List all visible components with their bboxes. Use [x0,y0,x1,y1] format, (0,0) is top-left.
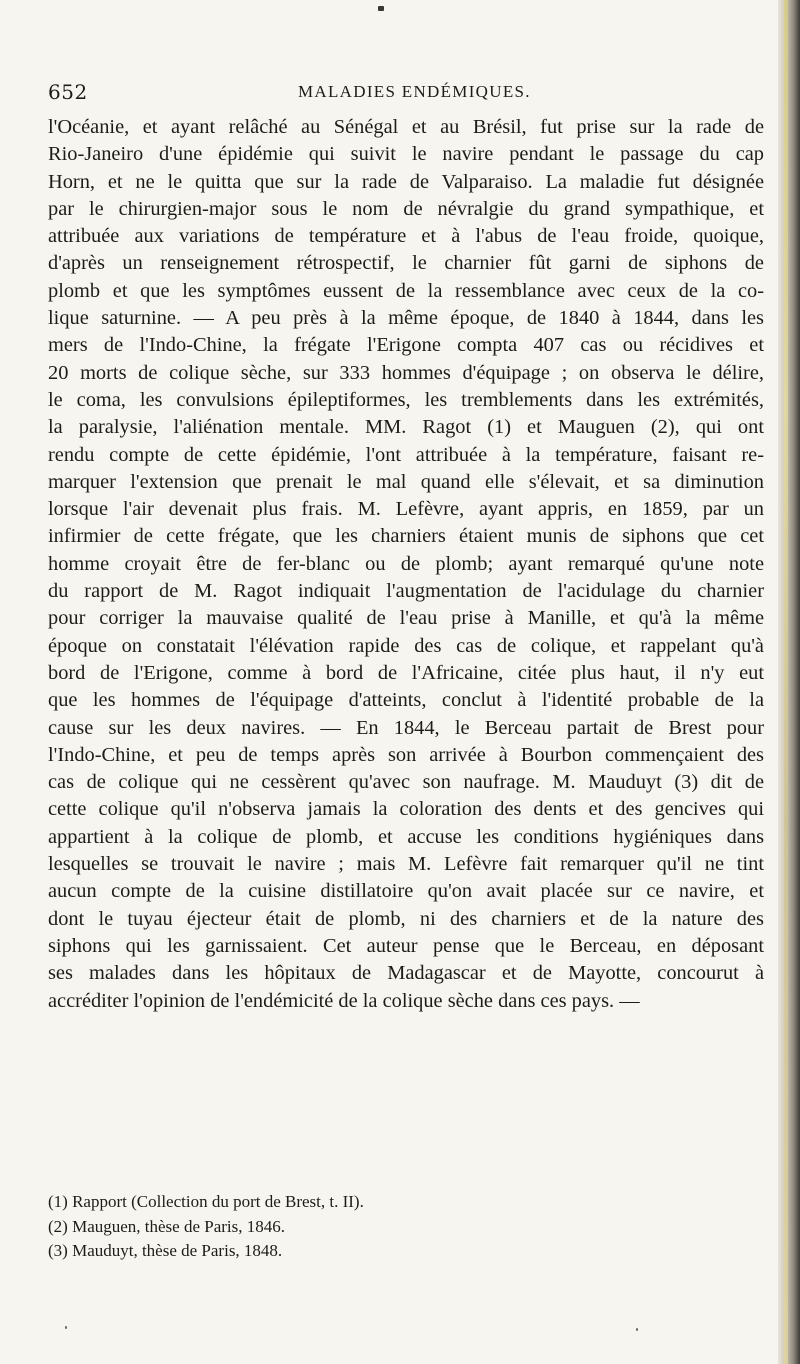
text-line: lorsque l'air devenait plus frais. M. Lefèvre, ayant appris, en 1859, par un [48,498,764,521]
text-line: d'après un renseignement rétrospectif, le charnier fût garni de siphons de [48,252,764,275]
text-line: que les hommes de l'équipage d'atteints, conclut à l'identité probable de la [48,689,764,712]
body-text [48,114,764,1015]
text-line: accréditer l'opinion de l'endémicité de la colique sèche dans ces pays. — [48,989,640,1012]
paper-speck [636,1328,638,1331]
text-line: par le chirurgien-major sous le nom de névralgie du grand sympathique, et [48,197,764,220]
text-line: appartient à la colique de plomb, et accuse les conditions hygiéniques dans [48,825,764,848]
text-line: l'Océanie, et ayant relâché au Sénégal et au Brésil, fut prise sur la rade de [48,116,764,138]
text-line: homme croyait être de fer-blanc ou de plomb; ayant remarqué qu'une note [48,552,764,575]
print-mark [378,6,384,11]
text-line: dont le tuyau éjecteur était de plomb, ni des charniers et de la nature des [48,907,764,930]
running-title: MALADIES ENDÉMIQUES. [298,82,531,101]
text-line: Rio-Janeiro d'une épidémie qui suivit le navire pendant le passage du cap [48,143,764,166]
text-line: 20 morts de colique sèche, sur 333 hommes d'équipage ; on observa le délire, [48,361,764,384]
text-line: siphons qui les garnissaient. Cet auteur pense que le Berceau, en déposant [48,934,764,957]
paper-speck [65,1326,67,1329]
text-line: ses malades dans les hôpitaux de Madagascar et de Mayotte, concourut à [48,962,764,985]
text-line: époque on constatait l'élévation rapide des cas de colique, et rappelant qu'à [48,634,764,657]
text-line: Horn, et ne le quitta que sur la rade de Valparaiso. La maladie fut désignée [48,170,764,193]
text-line: lesquelles se trouvait le navire ; mais M. Lefèvre fait remarquer qu'il ne tint [48,853,764,876]
page-header [48,80,764,104]
text-line: aucun compte de la cuisine distillatoire qu'on avait placée sur ce navire, et [48,880,764,903]
page-binding-edge [778,0,800,1364]
text-line: cette colique qu'il n'observa jamais la coloration des dents et des gencives qui [48,798,764,821]
text-line: lique saturnine. — A peu près à la même époque, de 1840 à 1844, dans les [48,307,764,330]
text-line: rendu compte de cette épidémie, l'ont attribuée à la température, faisant re- [48,443,764,466]
text-line: le coma, les convulsions épileptiformes, les tremblements dans les extrémités, [48,388,764,411]
footnotes [48,1190,764,1264]
text-line: marquer l'extension que prenait le mal quand elle s'élevait, et sa diminution [48,470,764,493]
text-line: l'Indo-Chine, et peu de temps après son arrivée à Bourbon commençaient des [48,743,764,766]
text-line: pour corriger la mauvaise qualité de l'eau prise à Manille, et qu'à la même [48,607,764,630]
footnote: (3) Mauduyt, thèse de Paris, 1848. [48,1241,283,1260]
text-line: cas de colique qui ne cessèrent qu'avec son naufrage. M. Mauduyt (3) dit de [48,771,764,794]
text-line: plomb et que les symptômes eussent de la ressemblance avec ceux de la co- [48,279,764,302]
text-line: cause sur les deux navires. — En 1844, le Berceau partait de Brest pour [48,716,764,739]
text-line: la paralysie, l'aliénation mentale. MM. Ragot (1) et Mauguen (2), qui ont [48,416,764,439]
footnote: (2) Mauguen, thèse de Paris, 1846. [48,1216,286,1236]
text-line: du rapport de M. Ragot indiquait l'augmentation de l'acidulage du charnier [48,580,764,603]
text-line: attribuée aux variations de température et à l'abus de l'eau froide, quoique, [48,225,764,248]
page-number: 652 [48,80,88,104]
text-line: mers de l'Indo-Chine, la frégate l'Erigone compta 407 cas ou récidives et [48,334,764,357]
text-line: infirmier de cette frégate, que les charniers étaient munis de siphons que cet [48,525,764,548]
footnote: (1) Rapport (Collection du port de Brest, t. II). [48,1192,364,1211]
text-line: bord de l'Erigone, comme à bord de l'Africaine, citée plus haut, il n'y eut [48,661,764,684]
